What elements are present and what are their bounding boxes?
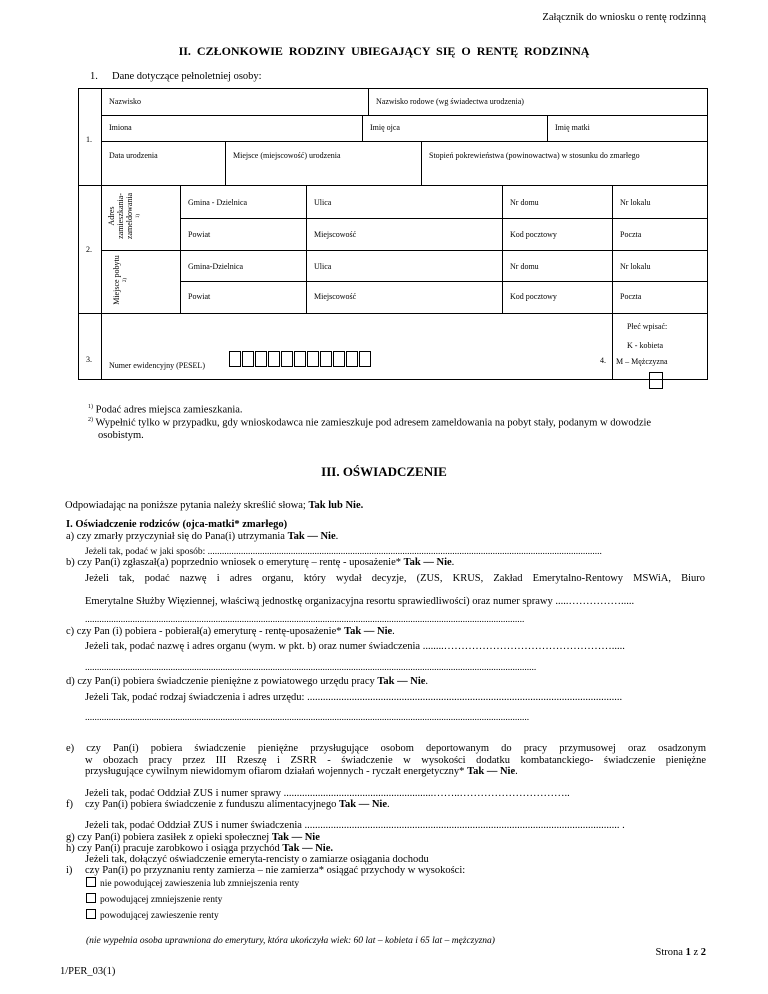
family-name-label: Nazwisko rodowe (wg świadectwa urodzenia) (376, 97, 524, 106)
pesel-digit-box[interactable] (229, 351, 241, 367)
answer-h-text: Jeżeli tak, dołączyć oświadczenie emeryta-rencisty o zamiarze osiągania dochodu (85, 854, 429, 865)
powiat-label-1: Powiat (188, 230, 211, 239)
birth-place-label: Miejsce (miejscowość) urodzenia (233, 151, 341, 160)
answer-f-text[interactable]: Jeżeli tak, podać Oddział ZUS i numer świadczenia ........................................................................................................................ . (85, 820, 625, 831)
answer-c-dots[interactable]: .............................................................................................................................................................................................. (85, 663, 537, 673)
stay-place-label: Miejsce pobytu 2) (112, 255, 128, 305)
item-1-number: 1. (90, 71, 98, 82)
mother-name-label: Imię matki (555, 123, 590, 132)
poczta-label-2: Poczta (620, 292, 642, 301)
sex-input-box[interactable] (649, 372, 663, 389)
question-c: c) czy Pan (i) pobiera - pobierał(a) emeryturę - rentę-uposażenie* Tak — Nie. (66, 626, 395, 637)
first-name-label: Imiona (109, 123, 132, 132)
address-label: Adres zamieszkania- zameldowania 1) (107, 192, 141, 240)
pesel-digit-box[interactable] (242, 351, 254, 367)
answer-b-text-2[interactable]: Emerytalne Służby Więziennej, właściwą jednostkę organizacyjna resortu sprawiedliwości) oraz numer sprawy .....……………..... (85, 596, 635, 607)
sex-option-m: M – Mężczyzna (616, 357, 668, 366)
footnote-1: $^{1)}$ Podać adres miejsca zamieszkania. (88, 404, 243, 416)
option-reduction[interactable]: powodującej zmniejszenie renty (86, 893, 222, 905)
answer-d-dots[interactable]: ........................................................................................................................................................................................... (85, 713, 530, 723)
sex-label: Płeć wpisać: (627, 322, 668, 331)
item-1-text: Dane dotyczące pełnoletniej osoby: (112, 71, 262, 82)
miejscowosc-label-2: Miejscowość (314, 292, 357, 301)
sex-option-k: K - kobieta (627, 341, 663, 350)
nr-domu-label-1: Nr domu (510, 198, 539, 207)
question-b: b) czy Pan(i) zgłaszał(a) poprzednio wniosek o emeryturę – rentę - uposażenie* Tak — Nie. (66, 557, 455, 568)
row-1-number: 1. (86, 135, 92, 144)
answer-e-text[interactable]: Jeżeli tak, podać Oddział ZUS i numer sprawy .........................................................……..………………………….. (85, 788, 570, 799)
pesel-digit-box[interactable] (346, 351, 358, 367)
row-2-number: 2. (86, 245, 92, 254)
question-f-mark: f) (66, 799, 73, 810)
gmina-label-2: Gmina-Dzielnica (188, 262, 244, 271)
kod-label-1: Kod pocztowy (510, 230, 557, 239)
checkbox[interactable] (86, 893, 96, 903)
question-e-line-2: w obozach pracy przez III Rzeszę i ZSRR - świadczenie w wysokości dodatku kombatanckiego- świadczenie pieniężne (85, 755, 706, 766)
form-code: 1/PER_03(1) (60, 966, 116, 977)
kod-label-2: Kod pocztowy (510, 292, 557, 301)
age-note: (nie wypełnia osoba uprawniona do emerytury, która ukończyła wiek: 60 lat – kobieta i 65 lat – mężczyzna) (86, 936, 495, 946)
poczta-label-1: Poczta (620, 230, 642, 239)
footnote-2-cont: osobistym. (98, 430, 144, 441)
attachment-note: Załącznik do wniosku o rentę rodzinną (542, 12, 706, 23)
row-4-number: 4. (600, 356, 606, 365)
question-h: h) czy Pan(i) pracuje zarobkowo i osiąga przychód Tak — Nie. (66, 843, 334, 854)
question-e-line-1: e) czy Pan(i) pobiera świadczenie pieniężne przysługujące osobom deportowanym do pracy przymusowej oraz osadzonym (66, 743, 706, 754)
pesel-digit-box[interactable] (294, 351, 306, 367)
checkbox[interactable] (86, 909, 96, 919)
father-name-label: Imię ojca (370, 123, 400, 132)
pesel-digit-box[interactable] (281, 351, 293, 367)
pesel-digit-box[interactable] (333, 351, 345, 367)
miejscowosc-label-1: Miejscowość (314, 230, 357, 239)
answer-a-line[interactable]: Jeżeli tak, podać w jaki sposób: ...................................................................................................................................................................... (85, 547, 602, 557)
page-number: Strona 1 z 2 (655, 947, 706, 958)
answer-d-text[interactable]: Jeżeli Tak, podać rodzaj świadczenia i adres urzędu: ........................................................................................................................ (85, 692, 623, 703)
powiat-label-2: Powiat (188, 292, 211, 301)
footnote-2: $^{2)}$ Wypełnić tylko w przypadku, gdy wnioskodawca nie zamieszkuje pod adresem zameldowania na pobyt stały, podanym w dowodzie (88, 417, 652, 429)
question-d: d) czy Pan(i) pobiera świadczenie pieniężne z powiatowego urzędu pracy Tak — Nie. (66, 676, 429, 687)
option-suspension[interactable]: powodującej zawieszenie renty (86, 909, 219, 921)
section-3-intro: Odpowiadając na poniższe pytania należy skreślić słowa; Tak lub Nie. (65, 500, 364, 511)
kinship-label: Stopień pokrewieństwa (powinowactwa) w stosunku do zmarłego (429, 151, 640, 160)
gmina-label-1: Gmina - Dzielnica (188, 198, 248, 207)
nr-lokalu-label-2: Nr lokalu (620, 262, 651, 271)
section-2-title: II. CZŁONKOWIE RODZINY UBIEGAJĄCY SIĘ O RENTĘ RODZINNĄ (178, 44, 590, 58)
pesel-label: Numer ewidencyjny (PESEL) (109, 361, 205, 370)
question-i: czy Pan(i) po przyznaniu renty zamierza – nie zamierza* osiągać przychody w wysokości: (85, 865, 466, 876)
pesel-digit-box[interactable] (255, 351, 267, 367)
question-i-mark: i) (66, 865, 73, 876)
answer-b-text-1: Jeżeli tak, podać nazwę i adres organu, który wydał decyzje, (ZUS, KRUS, Zakład Emerytalno-Rentowy MSWiA, Biuro (85, 573, 705, 584)
pesel-digit-box[interactable] (320, 351, 332, 367)
checkbox[interactable] (86, 877, 96, 887)
option-no-suspension[interactable]: nie powodującej zawieszenia lub zmniejszenia renty (86, 877, 299, 889)
nr-lokalu-label-1: Nr lokalu (620, 198, 651, 207)
pesel-input[interactable] (229, 351, 371, 367)
pesel-digit-box[interactable] (268, 351, 280, 367)
pesel-digit-box[interactable] (307, 351, 319, 367)
question-g: g) czy Pan(i) pobiera zasiłek z opieki społecznej Tak — Nie (66, 832, 320, 843)
section-3-title: III. OŚWIADCZENIE (321, 464, 447, 479)
nr-domu-label-2: Nr domu (510, 262, 539, 271)
answer-b-dots[interactable]: ......................................................................................................................................................................................... (85, 615, 525, 625)
surname-label: Nazwisko (109, 97, 141, 106)
ulica-label-2: Ulica (314, 262, 332, 271)
row-3-number: 3. (86, 355, 92, 364)
question-f: czy Pan(i) pobiera świadczenie z funduszu alimentacyjnego Tak — Nie. (85, 799, 390, 810)
pesel-digit-box[interactable] (359, 351, 371, 367)
question-e-line-3: przysługujące cywilnym niewidomym ofiarom działań wojennych - ryczałt energetyczny* Tak — Nie. (85, 766, 518, 777)
answer-c-text[interactable]: Jeżeli tak, podać nazwę i adres organu (wym. w pkt. b) oraz numer świadczenia ........…………………………………………..... (85, 641, 625, 652)
question-a: a) czy zmarły przyczyniał się do Pana(i) utrzymania Tak — Nie. (66, 531, 339, 542)
ulica-label-1: Ulica (314, 198, 332, 207)
subsection-1-title: I. Oświadczenie rodziców (ojca-matki* zmarłego) (66, 519, 288, 530)
birth-date-label: Data urodzenia (109, 151, 158, 160)
